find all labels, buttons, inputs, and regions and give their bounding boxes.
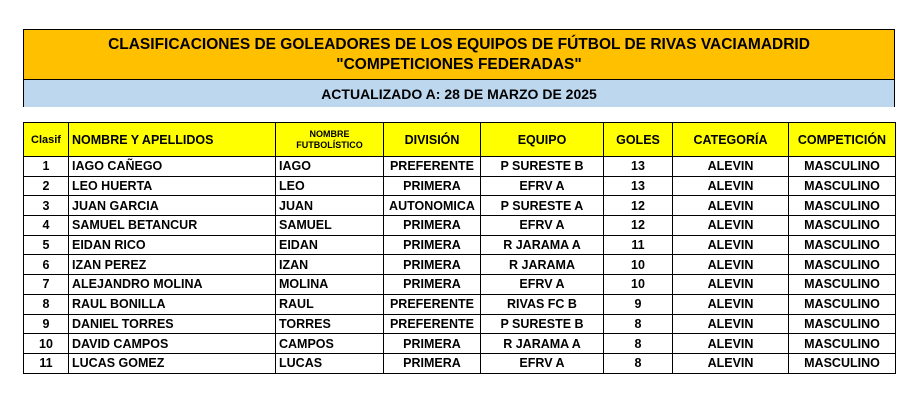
cell-goals: 12 xyxy=(604,216,673,236)
cell-division: PREFERENTE xyxy=(384,157,481,177)
cell-name: SAMUEL BETANCUR xyxy=(69,216,276,236)
cell-football-name: IAGO xyxy=(276,157,384,177)
col-football-name-line2: FUTBOLÍSTICO xyxy=(296,139,363,150)
cell-goals: 9 xyxy=(604,294,673,314)
cell-category: ALEVIN xyxy=(673,314,789,334)
cell-name: ALEJANDRO MOLINA xyxy=(69,275,276,295)
cell-competition: MASCULINO xyxy=(789,196,896,216)
cell-category: ALEVIN xyxy=(673,157,789,177)
cell-competition: MASCULINO xyxy=(789,275,896,295)
cell-clasif: 10 xyxy=(24,334,69,354)
cell-goals: 8 xyxy=(604,334,673,354)
title-band xyxy=(24,30,894,80)
col-football-name-line1: NOMBRE xyxy=(309,128,350,139)
cell-team: P SURESTE A xyxy=(481,196,604,216)
table-row xyxy=(24,235,896,255)
cell-division: PRIMERA xyxy=(384,275,481,295)
cell-goals: 8 xyxy=(604,353,673,373)
table-row xyxy=(24,216,896,236)
cell-team: RIVAS FC B xyxy=(481,294,604,314)
col-category: CATEGORÍA xyxy=(673,123,789,157)
cell-goals: 13 xyxy=(604,157,673,177)
cell-football-name: SAMUEL xyxy=(276,216,384,236)
cell-division: PRIMERA xyxy=(384,353,481,373)
cell-clasif: 3 xyxy=(24,196,69,216)
col-competition: COMPETICIÓN xyxy=(789,123,896,157)
cell-category: ALEVIN xyxy=(673,294,789,314)
cell-team: EFRV A xyxy=(481,216,604,236)
cell-name: IAGO CAÑEGO xyxy=(69,157,276,177)
cell-category: ALEVIN xyxy=(673,255,789,275)
cell-clasif: 11 xyxy=(24,353,69,373)
cell-category: ALEVIN xyxy=(673,275,789,295)
table-row xyxy=(24,314,896,334)
cell-division: PRIMERA xyxy=(384,216,481,236)
cell-football-name: TORRES xyxy=(276,314,384,334)
cell-team: R JARAMA A xyxy=(481,235,604,255)
cell-name: LUCAS GOMEZ xyxy=(69,353,276,373)
cell-clasif: 4 xyxy=(24,216,69,236)
cell-clasif: 5 xyxy=(24,235,69,255)
cell-clasif: 1 xyxy=(24,157,69,177)
cell-clasif: 7 xyxy=(24,275,69,295)
cell-football-name: LUCAS xyxy=(276,353,384,373)
cell-team: EFRV A xyxy=(481,275,604,295)
table-row xyxy=(24,353,896,373)
cell-division: AUTONOMICA xyxy=(384,196,481,216)
table-row xyxy=(24,275,896,295)
cell-team: EFRV A xyxy=(481,353,604,373)
updated-date: ACTUALIZADO A: 28 DE MARZO DE 2025 xyxy=(24,80,894,107)
cell-goals: 10 xyxy=(604,255,673,275)
cell-category: ALEVIN xyxy=(673,353,789,373)
cell-name: JUAN GARCIA xyxy=(69,196,276,216)
cell-football-name: CAMPOS xyxy=(276,334,384,354)
cell-goals: 13 xyxy=(604,176,673,196)
scorers-table xyxy=(23,122,896,374)
cell-competition: MASCULINO xyxy=(789,314,896,334)
table-row xyxy=(24,176,896,196)
cell-competition: MASCULINO xyxy=(789,294,896,314)
table-row xyxy=(24,157,896,177)
cell-clasif: 6 xyxy=(24,255,69,275)
cell-name: DANIEL TORRES xyxy=(69,314,276,334)
cell-competition: MASCULINO xyxy=(789,235,896,255)
cell-team: R JARAMA A xyxy=(481,334,604,354)
cell-name: DAVID CAMPOS xyxy=(69,334,276,354)
cell-competition: MASCULINO xyxy=(789,176,896,196)
cell-football-name: EIDAN xyxy=(276,235,384,255)
cell-football-name: JUAN xyxy=(276,196,384,216)
cell-division: PRIMERA xyxy=(384,334,481,354)
table-row xyxy=(24,255,896,275)
col-football-name xyxy=(276,123,384,157)
page-subtitle: "COMPETICIONES FEDERADAS" xyxy=(336,55,582,73)
cell-team: P SURESTE B xyxy=(481,314,604,334)
cell-football-name: LEO xyxy=(276,176,384,196)
header-box xyxy=(23,29,895,107)
cell-clasif: 8 xyxy=(24,294,69,314)
table-body xyxy=(24,157,896,374)
cell-name: EIDAN RICO xyxy=(69,235,276,255)
cell-goals: 12 xyxy=(604,196,673,216)
cell-name: LEO HUERTA xyxy=(69,176,276,196)
col-goals: GOLES xyxy=(604,123,673,157)
cell-football-name: IZAN xyxy=(276,255,384,275)
cell-football-name: MOLINA xyxy=(276,275,384,295)
cell-team: EFRV A xyxy=(481,176,604,196)
cell-goals: 8 xyxy=(604,314,673,334)
cell-division: PREFERENTE xyxy=(384,314,481,334)
cell-football-name: RAUL xyxy=(276,294,384,314)
cell-division: PREFERENTE xyxy=(384,294,481,314)
cell-division: PRIMERA xyxy=(384,255,481,275)
table-header-row xyxy=(24,123,896,157)
cell-goals: 11 xyxy=(604,235,673,255)
cell-team: P SURESTE B xyxy=(481,157,604,177)
cell-competition: MASCULINO xyxy=(789,353,896,373)
cell-name: IZAN PEREZ xyxy=(69,255,276,275)
cell-category: ALEVIN xyxy=(673,334,789,354)
col-team: EQUIPO xyxy=(481,123,604,157)
cell-division: PRIMERA xyxy=(384,235,481,255)
cell-goals: 10 xyxy=(604,275,673,295)
cell-competition: MASCULINO xyxy=(789,334,896,354)
cell-category: ALEVIN xyxy=(673,196,789,216)
cell-clasif: 9 xyxy=(24,314,69,334)
col-name: NOMBRE Y APELLIDOS xyxy=(69,123,276,157)
cell-clasif: 2 xyxy=(24,176,69,196)
cell-division: PRIMERA xyxy=(384,176,481,196)
col-division: DIVISIÓN xyxy=(384,123,481,157)
page-title: CLASIFICACIONES DE GOLEADORES DE LOS EQUIPOS DE FÚTBOL DE RIVAS VACIAMADRID xyxy=(108,35,810,53)
cell-competition: MASCULINO xyxy=(789,216,896,236)
cell-name: RAUL BONILLA xyxy=(69,294,276,314)
cell-team: R JARAMA xyxy=(481,255,604,275)
table-row xyxy=(24,334,896,354)
cell-category: ALEVIN xyxy=(673,176,789,196)
cell-category: ALEVIN xyxy=(673,216,789,236)
cell-competition: MASCULINO xyxy=(789,255,896,275)
col-clasif: Clasif xyxy=(24,123,69,157)
table-row xyxy=(24,294,896,314)
table-row xyxy=(24,196,896,216)
cell-category: ALEVIN xyxy=(673,235,789,255)
cell-competition: MASCULINO xyxy=(789,157,896,177)
